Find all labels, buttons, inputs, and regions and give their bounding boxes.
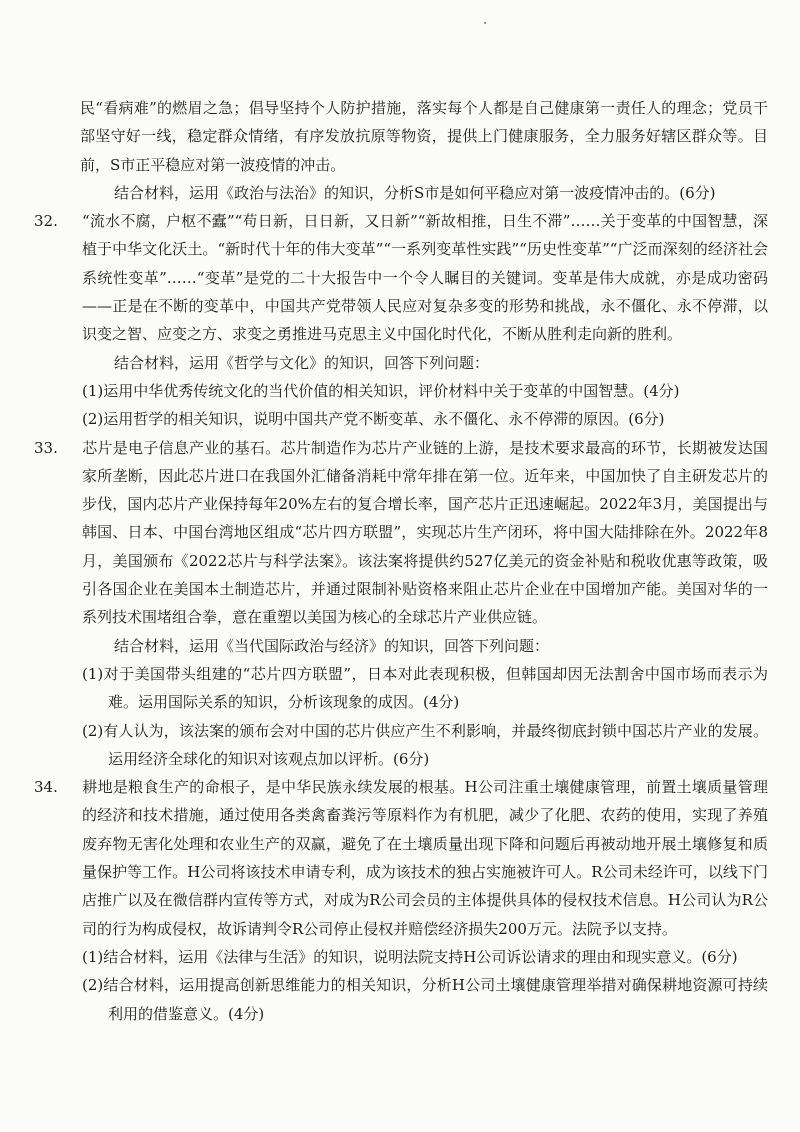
q32-material (34, 207, 768, 348)
q32-sub2: (2)运用哲学的相关知识，说明中国共产党不断变革、永不僵化、永不停滞的原因。(6分) (82, 410, 665, 429)
q33-prompt: 结合材料，运用《当代国际政治与经济》的知识，回答下列问题： (114, 636, 550, 655)
q33-sub2: (2)有人认为，该法案的颁布会对中国的芯片供应产生不利影响，并最终彻底封锁中国芯片产业的发展。运用经济全球化的知识对该观点加以评析。(6分) (82, 721, 768, 768)
q32-text: “流水不腐，户枢不蠹”“苟日新，日日新，又日新”“新故相推，日生不滞”……关于变革的中国智慧，深植于中华文化沃土。“新时代十年的伟大变革”“一系列变革性实践”“历史性变革”“广泛而深刻的经济社会系统性变革”……“变革”是党的二十大报告中一个令人瞩目的关键词。变革是伟大成就，亦是成功密码——正是在不断的变革中，中国共产党带领人民应对复杂多变的形势和挑战，永不僵化、永不停滞，以识变之智、应变之方、求变之勇推进马克思主义中国化时代化，不断从胜利走向新的胜利。 (82, 212, 768, 344)
q34-text: 耕地是粮食生产的命根子，是中华民族永续发展的根基。H公司注重土壤健康管理，前置土壤质量管理的经济和技术措施，通过使用各类禽畜粪污等原料作为有机肥，减少了化肥、农药的使用，实现了养殖废弃物无害化处理和农业生产的双赢，避免了在土壤质量出现下降和问题后再被动地开展土壤修复和质量保护等工作。H公司将该技术申请专利，成为该技术的独占实施被许可人。R公司未经许可，以线下门店推广以及在微信群内宣传等方式，对成为R公司会员的主体提供具体的侵权技术信息。H公司认为R公司的行为构成侵权，故诉请判令R公司停止侵权并赔偿经济损失200万元。法院予以支持。 (82, 778, 768, 938)
scan-speck (484, 22, 486, 24)
q33-material (34, 434, 768, 632)
q34-material (34, 773, 768, 943)
q31-material-end: 民“看病难”的燃眉之急；倡导坚持个人防护措施，落实每个人都是自己健康第一责任人的理念；党员干部坚守好一线，稳定群众情绪，有序发放抗原等物资，提供上门健康服务，全力服务好辖区群众等。目前，S市正平稳应对第一波疫情的冲击。 (80, 99, 768, 174)
q34-sub2: (2)结合材料，运用提高创新思维能力的相关知识，分析H公司土壤健康管理举措对确保耕地资源可持续利用的借鉴意义。(4分) (82, 976, 768, 1023)
q33-number: 33. (34, 438, 58, 457)
q31-prompt: 结合材料，运用《政治与法治》的知识，分析S市是如何平稳应对第一波疫情冲击的。(6分) (114, 183, 716, 202)
q34-number: 34. (34, 778, 58, 797)
q32-prompt: 结合材料，运用《哲学与文化》的知识，回答下列问题： (114, 353, 490, 372)
q32-number: 32. (34, 212, 58, 231)
q33-text: 芯片是电子信息产业的基石。芯片制造作为芯片产业链的上游，是技术要求最高的环节，长期被发达国家所垄断，因此芯片进口在我国外汇储备消耗中常年排在第一位。近年来，中国加快了自主研发芯片的步伐，国内芯片产业保持每年20%左右的复合增长率，国产芯片正迅速崛起。2022年3月，美国提出与韩国、日本、中国台湾地区组成“芯片四方联盟”，实现芯片生产闭环，将中国大陆排除在外。2022年8月，美国颁布《2022芯片与科学法案》。该法案将提供约527亿美元的资金补贴和税收优惠等政策，吸引各国企业在美国本土制造芯片，并通过限制补贴资格来阻止芯片企业在中国增加产能。美国对华的一系列技术围堵组合拳，意在重塑以美国为核心的全球芯片产业供应链。 (82, 438, 768, 627)
q33-sub1: (1)对于美国带头组建的“芯片四方联盟”，日本对此表现积极，但韩国却因无法割舍中国市场而表示为难。运用国际关系的知识，分析该现象的成因。(4分) (82, 664, 768, 712)
q32-sub1: (1)运用中华优秀传统文化的当代价值的相关知识，评价材料中关于变革的中国智慧。(4分) (82, 381, 680, 400)
q34-sub1: (1)结合材料，运用《法律与生活》的知识，说明法院支持H公司诉讼请求的理由和现实意义。(6分) (82, 947, 738, 966)
